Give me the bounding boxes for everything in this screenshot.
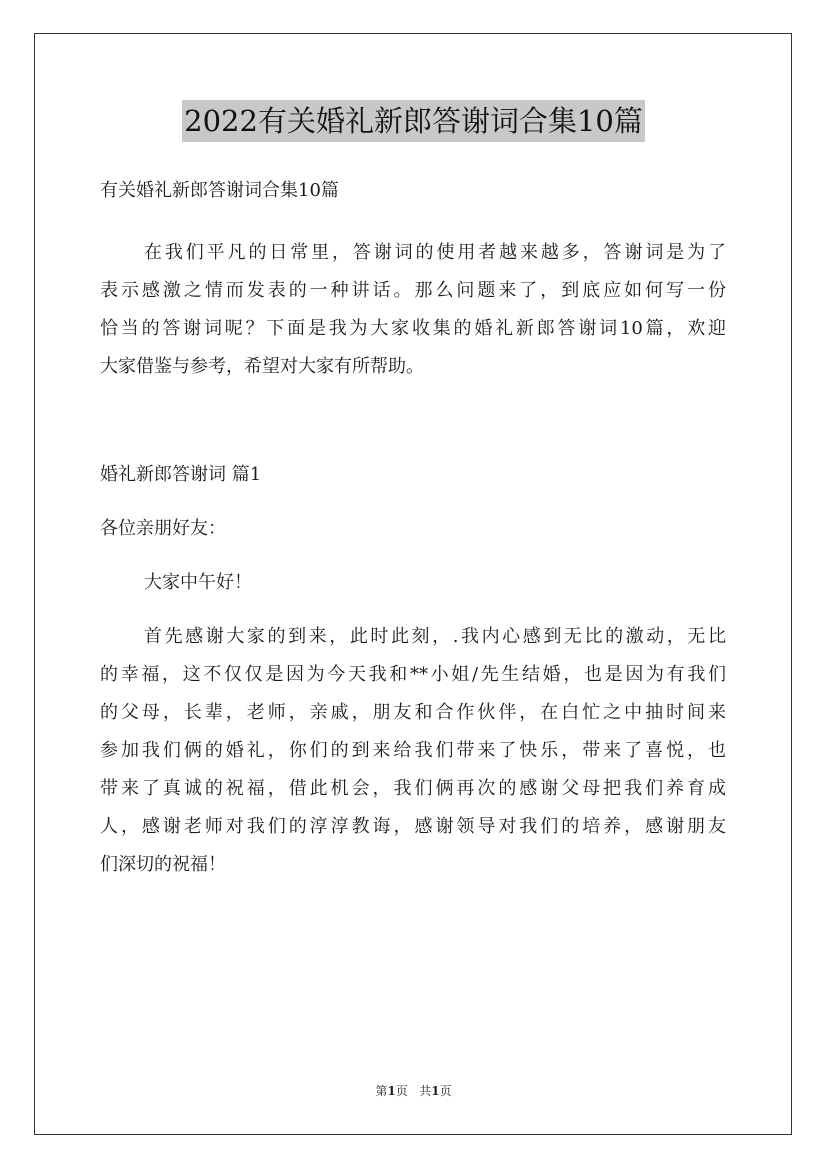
footer-prefix: 第 [375, 1084, 388, 1098]
title-container [0, 100, 827, 142]
footer-mid: 页 共 [395, 1084, 432, 1098]
footer-suffix: 页 [439, 1084, 452, 1098]
document-title: 2022有关婚礼新郎答谢词合集10篇 [182, 100, 645, 142]
intro-line: 在我们平凡的日常里，答谢词的使用者越来越多，答谢词是为了 [144, 242, 726, 263]
salutation: 各位亲朋好友： [100, 518, 226, 539]
page-footer [0, 1083, 827, 1099]
intro-paragraph [100, 234, 726, 386]
intro-line: 恰当的答谢词呢？下面是我为大家收集的婚礼新郎答谢词10篇，欢迎 [100, 318, 726, 339]
body-paragraph [100, 618, 726, 884]
footer-page-number: 1 [387, 1084, 396, 1098]
body-line: 人，感谢老师对我们的淳淳教诲，感谢领导对我们的培养，感谢朋友 [100, 816, 726, 837]
body-line: 首先感谢大家的到来，此时此刻，.我内心感到无比的激动，无比 [144, 626, 726, 647]
footer-total-pages: 1 [431, 1084, 440, 1098]
greeting: 大家中午好！ [144, 572, 252, 593]
body-line: 的父母，长辈，老师，亲戚，朋友和合作伙伴，在白忙之中抽时间来 [100, 702, 726, 723]
intro-line: 大家借鉴与参考，希望对大家有所帮助。 [100, 356, 424, 377]
body-line: 们深切的祝福！ [100, 854, 226, 875]
intro-line: 表示感激之情而发表的一种讲话。那么问题来了，到底应如何写一份 [100, 280, 726, 301]
body-line: 参加我们俩的婚礼，你们的到来给我们带来了快乐，带来了喜悦，也 [100, 740, 726, 761]
paragraph-gap [100, 386, 726, 456]
document-body [100, 172, 726, 884]
body-line: 的幸福，这不仅仅是因为今天我和**小姐/先生结婚，也是因为有我们 [100, 664, 726, 685]
section-heading: 婚礼新郎答谢词 篇1 [100, 464, 262, 485]
body-line: 带来了真诚的祝福，借此机会，我们俩再次的感谢父母把我们养育成 [100, 778, 726, 799]
document-subtitle: 有关婚礼新郎答谢词合集10篇 [100, 180, 339, 201]
